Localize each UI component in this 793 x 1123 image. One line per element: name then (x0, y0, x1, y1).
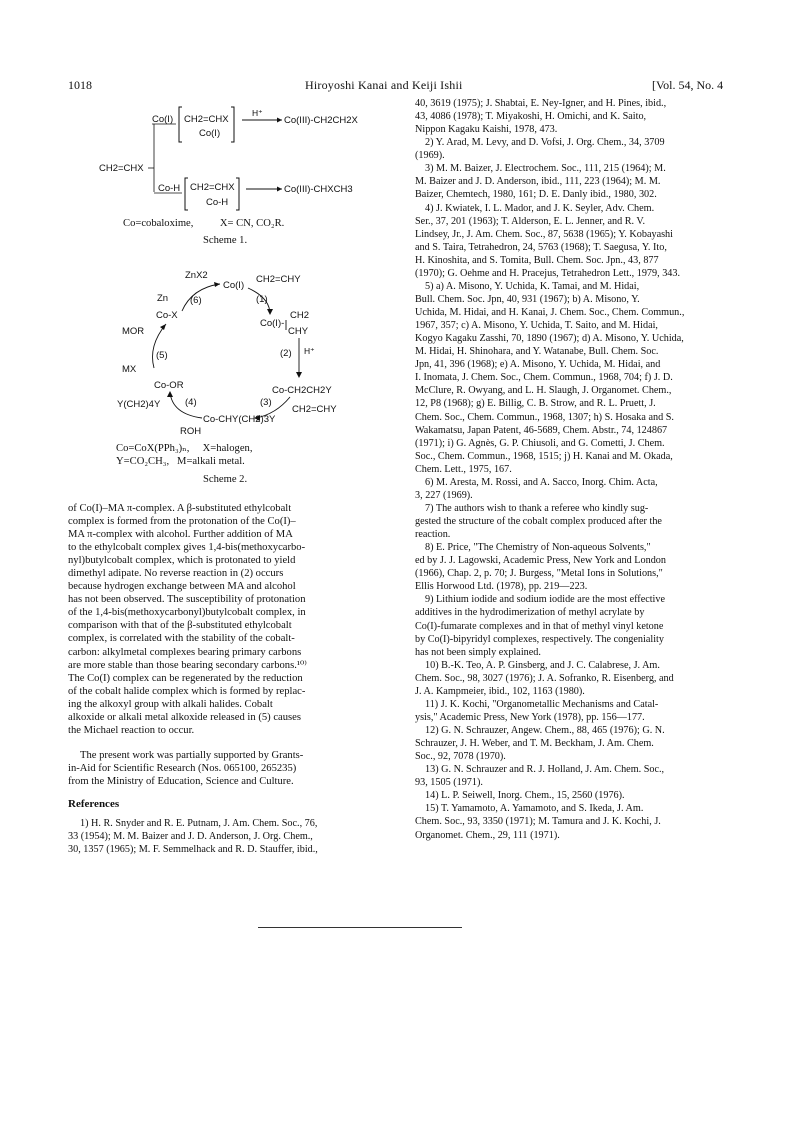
text-line: comparison with that of the β-substituted ethylcobalt (68, 620, 292, 632)
s2-step4: (4) (185, 397, 197, 408)
s1-top-left-bracket (179, 107, 182, 142)
s2-olefin-bottom: CH2=CHY (292, 404, 337, 415)
reference-line: has not been simply explained. (415, 646, 541, 658)
reference-line: 2) Y. Arad, M. Levy, and D. Vofsi, J. Org. Chem., 34, 3709 (425, 137, 665, 149)
reference-line: additives in the hydrodimerization of methyl acrylate by (415, 607, 645, 619)
reference-1 (68, 817, 380, 856)
s2-coch2ch2y: Co-CH2CH2Y (272, 385, 332, 396)
text-line: has not been observed. The susceptibility of protonation (68, 594, 306, 606)
text-line: in-Aid for Scientific Research (Nos. 065100, 265235) (68, 762, 297, 774)
reference-line: (1966), Chap. 2, p. 70; J. Burgess, "Metal Ions in Solutions," (415, 568, 663, 580)
s2-arrow-2-head (296, 372, 302, 378)
s1-product-bottom: Co(III)-CHXCH3 (284, 184, 353, 195)
reference-line: 10) B.-K. Teo, A. P. Ginsberg, and J. C. Calabrese, J. Am. (425, 659, 660, 671)
reference-line: 12, P8 (1968); g) E. Billig, C. B. Strow, and R. L. Pruett, J. (415, 398, 656, 410)
reference-line: 4) J. Kwiatek, I. L. Mador, and J. K. Seyler, Adv. Chem. (425, 202, 655, 214)
reference-line: 15) T. Yamamoto, A. Yamamoto, and S. Ikeda, J. Am. (425, 803, 644, 815)
scheme-2-legend-line1: Co=CoX(PPh₃)ₙ, X=halogen, (116, 443, 253, 454)
text-line: nyl)butylcobalt complex, which is protonated to yield (68, 555, 296, 567)
s2-zn: Zn (157, 293, 169, 304)
text-line: 30, 1357 (1965); M. F. Semmelhack and R. D. Stauffer, ibid., (68, 844, 318, 856)
reference-line: Uchida, M. Hidai, and H. Kanai, J. Chem. Soc., Chem. Commun., (415, 307, 685, 318)
page-number: 1018 (68, 78, 92, 92)
reference-line: Schrauzer, J. H. Weber, and T. M. Beckham, J. Am. Chem. (415, 738, 654, 750)
reference-line: 1967, 357; c) A. Misono, Y. Uchida, T. Saito, and M. Hidai, (415, 320, 658, 332)
reference-line: Chem. Soc., 93, 3350 (1971); M. Tamura and J. K. Kochi, J. (415, 816, 661, 828)
text-line: dimethyl adipate. No reverse reaction in (2) occurs (68, 568, 284, 580)
reference-line: Soc., 92, 7078 (1970). (415, 751, 506, 763)
end-rule (258, 927, 462, 928)
reference-line: Chem. Soc., 98, 3027 (1976); J. A. Sofranko, R. Eisenberg, and (415, 672, 674, 684)
s1-top-right-bracket (231, 107, 234, 142)
s2-olefin-top: CH2=CHY (256, 274, 301, 285)
s1-bottom-right-bracket (236, 178, 239, 210)
reference-line: Ellis Horwood Ltd. (1978), pp. 219—223. (415, 581, 588, 593)
reference-line: 93, 1505 (1971). (415, 777, 483, 789)
text-line: the Michael reaction to occur. (68, 724, 195, 736)
reference-line: I. Inomata, J. Chem. Soc., Chem. Commun., 1968, 704; f) J. D. (415, 372, 673, 384)
text-line: alkoxide or alkali metal alkoxide released in (5) causes (68, 711, 301, 723)
reference-line: 5) a) A. Misono, Y. Uchida, K. Tamai, and M. Hidai, (425, 280, 640, 292)
s2-arrow-4-head (167, 391, 173, 397)
text-line: to the ethylcobalt complex gives 1,4-bis(methoxycarbo- (68, 542, 306, 554)
reference-line: (1971); i) G. Agnès, G. P. Chiusoli, and G. Cometti, J. Chem. (415, 437, 665, 449)
s2-coor: Co-OR (154, 380, 184, 391)
s1-product-top: Co(III)-CH2CH2X (284, 115, 358, 126)
text-line: 33 (1954); M. M. Baizer and J. D. Anderson, J. Org. Chem., (68, 831, 313, 843)
s2-cox: Co-X (156, 310, 178, 321)
reference-line: Soc., Chem. Commun., 1968, 1515; j) H. Kanai and M. Okada, (415, 450, 673, 462)
text-line: of Co(I)–MA π-complex. A β-substituted ethylcobalt (68, 503, 292, 514)
s1-coh: Co-H (158, 183, 181, 194)
s2-coch: Co-CHY(CH2)3Y (203, 414, 276, 425)
s1-bottom-arrowhead (277, 187, 282, 192)
reference-line: H. Kinoshita, and S. Tomita, Bull. Chem. Soc. Jpn., 43, 877 (415, 254, 659, 266)
s2-ych2y: Y(CH2)4Y (117, 399, 161, 410)
reference-line: 14) L. P. Seiwell, Inorg. Chem., 15, 2560 (1976). (425, 790, 625, 802)
reference-line: 6) M. Aresta, M. Rossi, and A. Sacco, Inorg. Chim. Acta, (425, 476, 658, 488)
text-line: MA π-complex with alcohol. Further addition of MA (68, 529, 293, 541)
reference-line: by Co(I)-bipyridyl complexes, respectively. The congeniality (415, 633, 664, 645)
reference-line: 8) E. Price, "The Chemistry of Non-aqueous Solvents," (425, 542, 651, 554)
text-line: The Co(I) complex can be regenerated by the reduction (68, 672, 303, 684)
reference-line: Co(I)-fumarate complexes and in that of methyl vinyl ketone (415, 620, 664, 632)
reference-line: 11) J. K. Kochi, "Organometallic Mechanisms and Catal- (425, 698, 659, 710)
reference-line: and S. Taira, Tetrahedron, 24, 5763 (1968); T. Saegusa, Y. Ito, (415, 241, 667, 253)
running-head-authors: Hiroyoshi Kanai and Keiji Ishii (305, 78, 463, 92)
reference-line: Bull. Chem. Soc. Jpn, 40, 931 (1967); b) A. Misono, Y. (415, 293, 640, 305)
s1-bottom-left-bracket (185, 178, 188, 210)
reference-line: Kogyo Kagaku Zasshi, 70, 1890 (1967); d) A. Misono, Y. Uchida, (415, 333, 684, 345)
s2-arrow-5 (153, 324, 167, 368)
s2-step2: (2) (280, 348, 292, 359)
volume-info: [Vol. 54, No. 4 (652, 78, 724, 92)
scheme-2-caption: Scheme 2. (203, 474, 248, 485)
right-column-references (415, 97, 737, 842)
s1-h-plus: H⁺ (252, 108, 263, 118)
reference-line: 9) Lithium iodide and sodium iodide are the most effective (425, 594, 666, 606)
reference-line: Baizer, Chemtech, 1980, 161; D. E. Danly ibid., 1980, 302. (415, 189, 657, 201)
reference-line: 3) M. M. Baizer, J. Electrochem. Soc., 111, 215 (1964); M. (425, 163, 666, 175)
scheme-1-caption: Scheme 1. (203, 235, 248, 246)
text-line: ing the alkoxyl group with alkali halides. Cobalt (68, 698, 273, 710)
s1-top-arrowhead (277, 118, 282, 123)
s2-arrow-6-head (214, 282, 220, 287)
reference-line: Jpn, 41, 396 (1968); e) A. Misono, Y. Uchida, M. Hidai, and (415, 359, 661, 371)
s1-top-olefin: CH2=CHX (184, 114, 229, 125)
text-line: because hydrogen exchange between MA and alcohol (68, 581, 296, 593)
s2-arrow-1-head (267, 309, 273, 315)
reference-line: Lindsey, Jr., J. Am. Chem. Soc., 87, 5638 (1965); Y. Kobayashi (415, 228, 673, 240)
reference-line: Chem. Soc., Chem. Commun., 1968, 1307; h) S. Hosaka and S. (415, 411, 674, 423)
s1-co1: Co(I) (152, 114, 174, 125)
s2-step3: (3) (260, 397, 272, 408)
text-line: The present work was partially supported by Grants- (80, 749, 304, 761)
scheme-1-diagram (96, 102, 396, 217)
reference-line: reaction. (415, 529, 451, 541)
text-line: are more stable than those bearing secondary carbons.¹⁰⁾ (68, 659, 307, 671)
acknowledgement-paragraph (68, 749, 380, 788)
reference-line: M. Baizer and J. D. Anderson, ibid., 111, 223 (1964); M. M. (415, 176, 661, 188)
reference-line: 43, 4086 (1978); T. Miyakoshi, H. Omichi, and K. Saito, (415, 111, 647, 123)
text-line: 1) H. R. Snyder and R. E. Putnam, J. Am. Chem. Soc., 76, (80, 818, 318, 830)
text-line: of the 1,4-bis(methoxycarbonyl)butylcobalt complex, in (68, 607, 306, 619)
reference-line: 13) G. N. Schrauzer and R. J. Holland, J. Am. Chem. Soc., (425, 764, 665, 776)
reference-line: Ser., 37, 201 (1963); T. Alderson, E. L. Jenner, and R. V. (415, 215, 646, 227)
s1-bottom-olefin: CH2=CHX (190, 182, 235, 193)
scheme-2-legend-line2: Y=CO₂CH₃, M=alkali metal. (116, 456, 245, 467)
s2-complex-ch2: CH2 (290, 310, 310, 321)
reference-line: Nippon Kagaku Kaishi, 1978, 473. (415, 124, 558, 136)
text-line: from the Ministry of Education, Science and Culture. (68, 775, 294, 787)
text-line: complex, is correlated with the stability of the cobalt- (68, 633, 295, 645)
s1-top-co1: Co(I) (199, 128, 221, 139)
reference-line: McClure, R. Owyang, and L. H. Slaugh, J. Organomet. Chem., (415, 385, 672, 397)
s1-olefin: CH2=CHX (99, 163, 144, 174)
reference-line: Chem. Lett., 1975, 167. (415, 463, 512, 475)
s2-complex-co1: Co(I)- (260, 318, 285, 329)
scheme-1-legend: Co=cobaloxime, X= CN, CO₂R. (123, 218, 285, 229)
reference-line: M. Hidai, H. Shinohara, and Y. Watanabe, Bull. Chem. Soc. (415, 346, 659, 358)
reference-line: (1969). (415, 150, 445, 162)
body-paragraph-1 (68, 502, 380, 737)
text-line: carbon: alkylmetal complexes bearing primary carbons (68, 646, 302, 658)
left-column (68, 502, 380, 856)
text-line: complex is formed from the protonation of the Co(I)– (68, 516, 296, 528)
s2-complex-chy: CHY (288, 326, 309, 337)
s2-mor: MOR (122, 326, 145, 337)
reference-line: 7) The authors wish to thank a referee who kindly sug- (425, 502, 649, 514)
reference-line: Wakamatsu, Japan Patent, 46-5689, Chem. Abstr., 74, 124867 (415, 424, 668, 436)
s2-znx2: ZnX2 (185, 270, 208, 281)
reference-line: 3, 227 (1969). (415, 489, 473, 501)
s2-mx: MX (122, 364, 137, 375)
s1-bottom-coh: Co-H (206, 197, 229, 208)
s2-arrow-5-head (160, 324, 166, 330)
s2-step1: (1) (256, 294, 268, 305)
s2-step6: (6) (190, 295, 202, 306)
reference-line: ed by J. J. Lagowski, Academic Press, New York and London (415, 555, 666, 567)
s2-roh: ROH (180, 426, 202, 436)
reference-line: gested the structure of the cobalt complex produced after the (415, 516, 662, 527)
reference-line: 12) G. N. Schrauzer, Angew. Chem., 88, 465 (1976); G. N. (425, 725, 665, 736)
s2-step5: (5) (156, 350, 168, 361)
s2-h-plus: H⁺ (304, 346, 315, 356)
reference-line: 40, 3619 (1975); J. Shabtai, E. Ney-Igner, and H. Pines, ibid., (415, 98, 667, 109)
references-heading: References (68, 797, 120, 810)
s2-co1: Co(I) (223, 280, 245, 291)
reference-line: ysis," Academic Press, New York (1978), pp. 156—177. (415, 711, 645, 723)
reference-line: J. A. Kampmeier, ibid., 102, 1163 (1980). (415, 685, 585, 697)
scheme-2-diagram (110, 266, 370, 436)
text-line: of the cobalt halide complex which is formed by replac- (68, 685, 306, 697)
reference-line: Organomet. Chem., 29, 111 (1971). (415, 829, 560, 841)
reference-line: (1970); G. Oehme and H. Pracejus, Tetrahedron Lett., 1979, 343. (415, 267, 681, 279)
